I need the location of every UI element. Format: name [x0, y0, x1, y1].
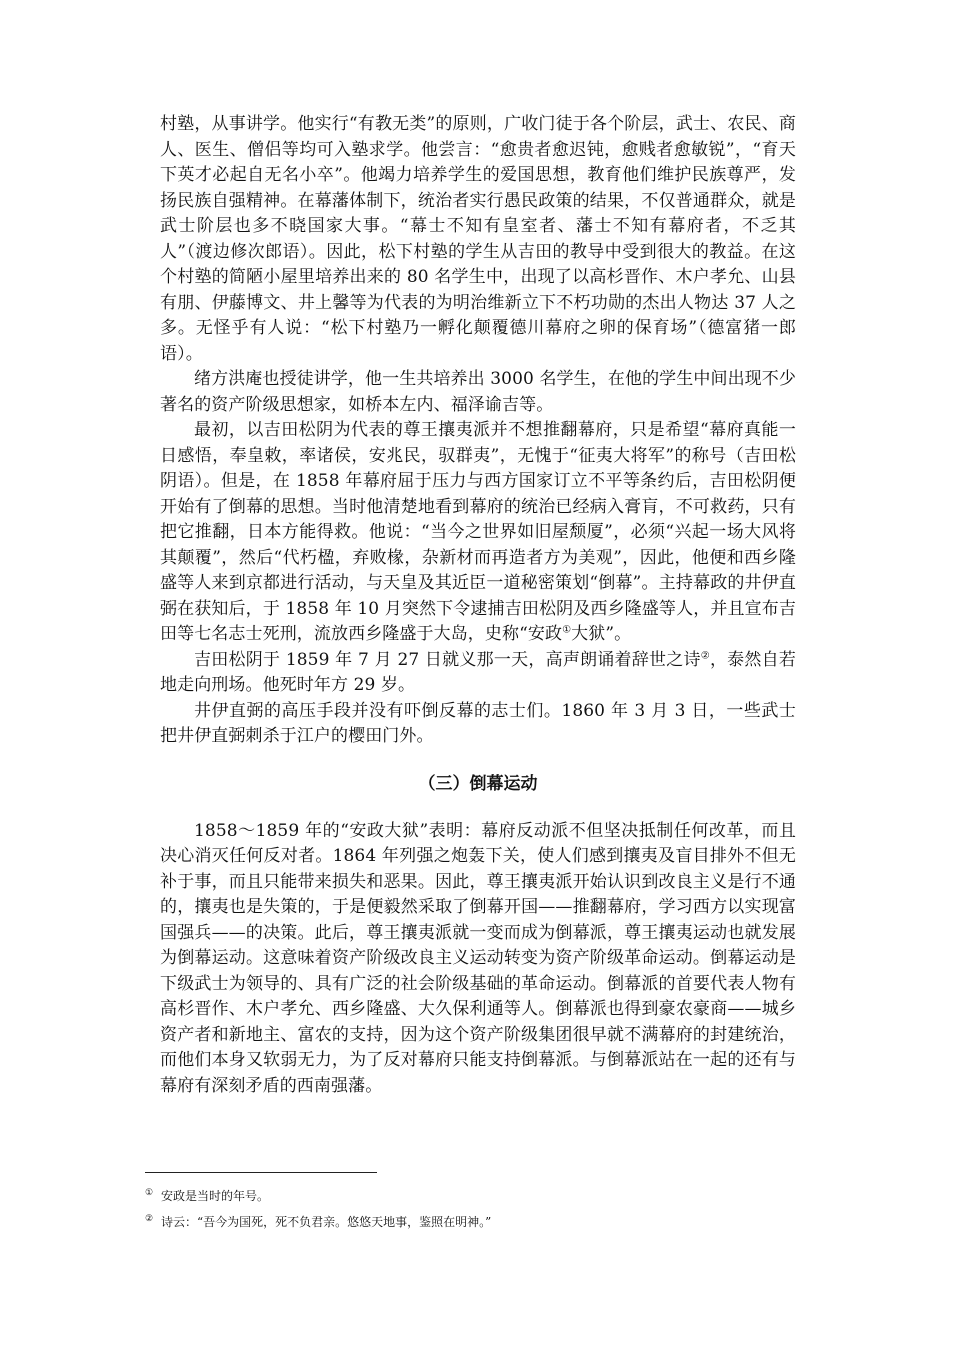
paragraph-2: 绪方洪庵也授徒讲学，他一生共培养出 3000 名学生，在他的学生中间出现不少著名的资产阶级思想家，如桥本左内、福泽谕吉等。	[160, 369, 796, 415]
footnote-divider	[145, 1172, 377, 1173]
paragraph-4	[160, 648, 796, 699]
paragraph-4-text: 吉田松阴于 1859 年 7 月 27 日就义那一天，高声朗诵着辞世之诗	[194, 649, 701, 670]
paragraph-3	[160, 418, 796, 648]
footnote-2: ② 诗云：“吾今为国死，死不负君亲。悠悠天地事，鉴照在明神。”	[145, 1214, 492, 1229]
paragraph-1: 村塾，从事讲学。他实行“有教无类”的原则，广收门徒于各个阶层，武士、农民、商人、医生、僧侣等均可入塾求学。他尝言：“愈贵者愈迟钝，愈贱者愈敏锐”，“育天下英才必起自无名小卒”。他竭力培养学生的爱国思想，教育他们维护民族尊严，发扬民族自强精神。在幕藩体制下，统治者实行愚民政策的结果，不仅普通群众，就是武士阶层也多不晓国家大事。“幕士不知有皇室者、藩士不知有幕府者，不乏其人”（渡边修次郎语）。因此，松下村塾的学生从吉田的教导中受到很大的教益。在这个村塾的简陋小屋里培养出来的 80 名学生中，出现了以高杉晋作、木户孝允、山县有朋、伊藤博文、井上馨等为代表的为明治维新立下不朽功勋的杰出人物达 37 人之多。无怪乎有人说：“松下村塾乃一孵化颠覆德川幕府之卵的保育场”（德富猪一郎语）。	[160, 114, 796, 364]
footnote-ref-1: ①	[562, 624, 572, 636]
paragraph-6: 1858～1859 年的“安政大狱”表明：幕府反动派不但坚决抵制任何改革，而且决心消灭任何反对者。1864 年列强之炮轰下关，使人们感到攘夷及盲目排外不但无补于事，而且只能带来损失和恶果。因此，尊王攘夷派开始认识到改良主义是行不通的，攘夷也是失策的，于是便毅然采取了倒幕开国——推翻幕府，学习西方以实现富国强兵——的决策。此后，尊王攘夷派就一变而成为倒幕派，尊王攘夷运动也就发展为倒幕运动。这意味着资产阶级改良主义运动转变为资产阶级革命运动。倒幕运动是下级武士为领导的、具有广泛的社会阶级基础的革命运动。倒幕派的首要代表人物有高杉晋作、木户孝允、西乡隆盛、大久保利通等人。倒幕派也得到豪农豪商——城乡资产者和新地主、富农的支持，因为这个资产阶级集团很早就不满幕府的封建统治，而他们本身又软弱无力，为了反对幕府只能支持倒幕派。与倒幕派站在一起的还有与幕府有深刻矛盾的西南强藩。	[160, 820, 796, 1096]
section-heading: （三）倒幕运动	[418, 773, 538, 794]
paragraph-5: 井伊直弼的高压手段并没有吓倒反幕的志士们。1860 年 3 月 3 日，一些武士把井伊直弼刺杀于江户的樱田门外。	[160, 700, 796, 746]
footnote-text-1: 安政是当时的年号。	[161, 1189, 270, 1203]
paragraph-3-tail: 大狱”。	[571, 624, 632, 644]
footnote-text-2: 诗云：“吾今为国死，死不负君亲。悠悠天地事，鉴照在明神。”	[161, 1215, 492, 1229]
document-body	[160, 112, 796, 1099]
footnote-ref-2: ②	[700, 649, 710, 661]
paragraph-3-text: 最初，以吉田松阴为代表的尊王攘夷派并不想推翻幕府，只是希望“幕府真能一日感悟，奉皇敕，率诸侯，安兆民，驭群夷”，无愧于“征夷大将军”的称号（吉田松阴语）。但是，在 1858 年幕府屈于压力与西方国家订立不平等条约后，吉田松阴便开始有了倒幕的思想。当时他清楚地看到幕府的统治已经病入膏肓，不可救药，只有把它推翻，日本方能得救。他说：“当今之世界如旧屋颓厦”，必须“兴起一场大风将其颠覆”，然后“代朽楹，弃败椽，杂新材而再造者方为美观”，因此，他便和西乡隆盛等人来到京都进行活动，与天皇及其近臣一道秘密策划“倒幕”。主持幕政的井伊直弼在获知后，于 1858 年 10 月突然下令逮捕吉田松阴及西乡隆盛等人，并且宣布吉田等七名志士死刑，流放西乡隆盛于大岛，史称“安政	[160, 420, 796, 644]
footnotes	[145, 1172, 795, 1239]
footnote-1: ① 安政是当时的年号。	[145, 1188, 270, 1203]
paragraph-4-tail: ，泰然自若地走向刑场。他死时年方 29 岁。	[160, 649, 796, 695]
